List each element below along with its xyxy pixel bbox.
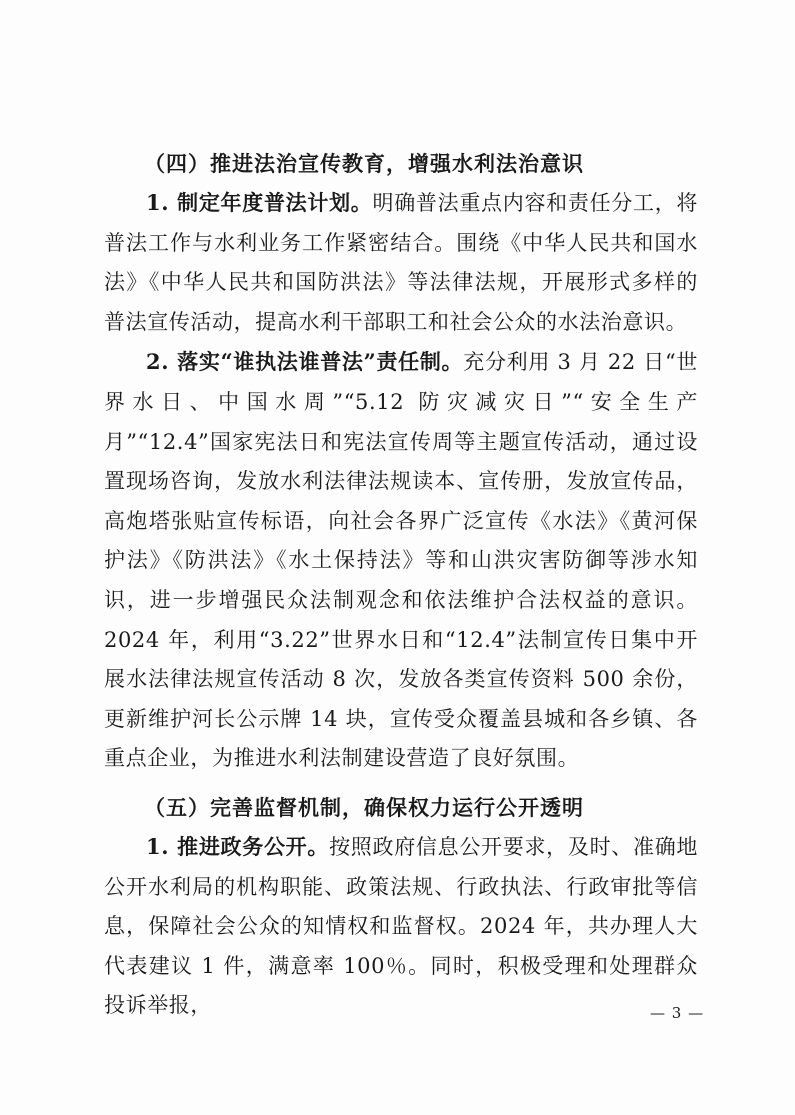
document-body [104,145,698,1026]
paragraph-lead: 2. 落实“谁执法谁普法”责任制。 [146,349,464,375]
paragraph-government-affairs [104,827,698,1026]
paragraph-lead: 1. 推进政务公开。 [146,833,330,859]
paragraph-lead: 1. 制定年度普法计划。 [146,190,373,215]
page-number: — 3 — [650,1004,705,1022]
section-heading-5: （五）完善监督机制，确保权力运行公开透明 [144,794,584,820]
paragraph-responsibility [104,342,698,779]
paragraph-body: 明确普法重点内容和责任分工，将普法工作与水利业务工作紧密结合。围绕《中华人民共和国水法》《中华人民共和国防洪法》等法律法规，开展形式多样的普法宣传活动，提高水利干部职工和社会公众的水法治意识。 [104,191,699,334]
section-heading-4: （四）推进法治宣传教育，增强水利法治意识 [144,151,584,176]
paragraph-annual-plan [104,183,698,342]
paragraph-body: 按照政府信息公开要求，及时、准确地公开水利局的机构职能、政策法规、行政执法、行政审批等信息，保障社会公众的知情权和监督权。2024 年，共办理人大代表建议 1 件，满意率 100％。同时，积极受理和处理群众投诉举报， [104,834,699,1018]
paragraph-body: 充分利用 3 月 22 日“世界水日、中国水周”“5.12 防灾减灾日”“安全生产月”“12.4”国家宪法日和宪法宣传周等主题宣传活动，通过设置现场咨询，发放水利法律法规读本、宣传册，发放宣传品，高炮塔张贴宣传标语，向社会各界广泛宣传《水法》《黄河保护法》《防洪法》《水土保持法》等和山洪灾害防御等涉水知识，进一步增强民众法制观念和依法维护合法权益的意识。2024 年，利用“3.22”世界水日和“12.4”法制宣传日集中开展水法律法规宣传活动 8 次，发放各类宣传资料 500 余份，更新维护河长公示牌 14 块，宣传受众覆盖县城和各乡镇、各重点企业，为推进水利法制建设营造了良好氛围。 [104,350,698,771]
